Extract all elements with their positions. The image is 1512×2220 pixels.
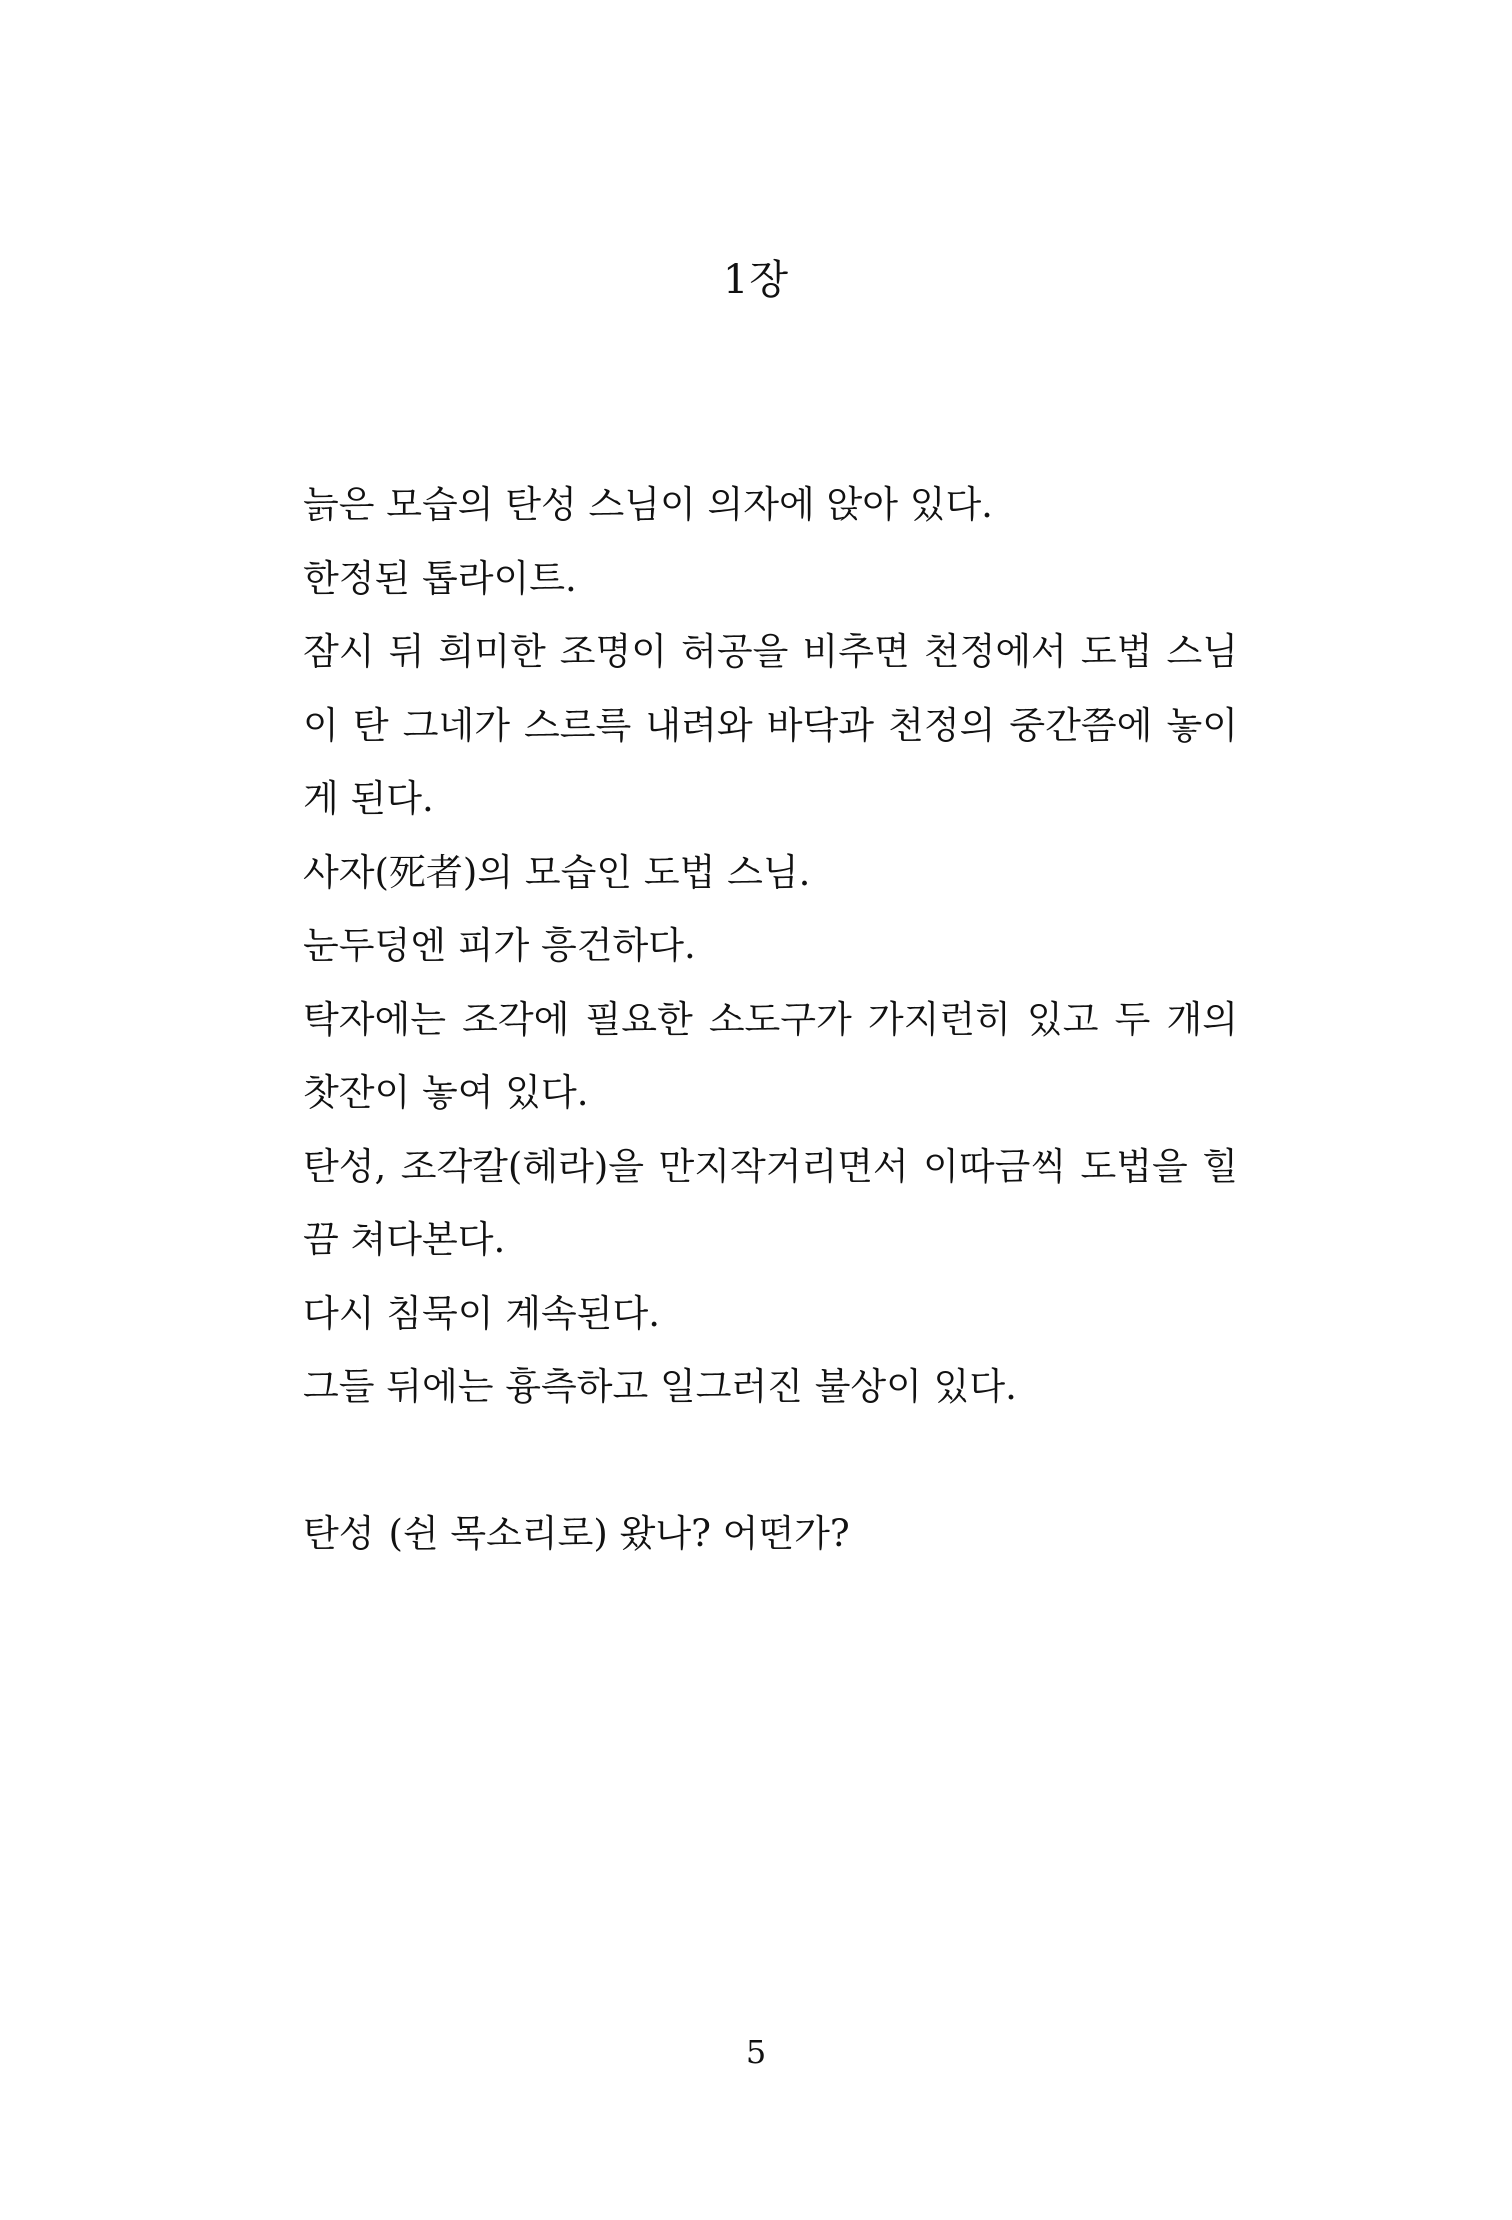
stage-direction-line: 탁자에는 조각에 필요한 소도구가 가지런히 있고 두 개의 [303, 997, 1238, 1041]
stage-direction-line: 늙은 모습의 탄성 스님이 의자에 앉아 있다. [303, 483, 993, 526]
dialogue-text: (쉰 목소리로) 왔나? 어떤가? [388, 1512, 850, 1555]
chapter-title: 1장 [722, 257, 790, 303]
stage-direction-line: 잠시 뒤 희미한 조명이 허공을 비추면 천정에서 도법 스님 [303, 630, 1238, 673]
stage-direction-line: 사자(死者)의 모습인 도법 스님. [303, 850, 811, 894]
dialogue-speaker: 탄성 [303, 1512, 375, 1555]
stage-directions [303, 468, 1238, 1571]
stage-direction-line: 한정된 톱라이트. [303, 556, 577, 600]
page-number: 5 [745, 2033, 767, 2071]
stage-direction-line: 이 탄 그네가 스르륵 내려와 바닥과 천정의 중간쯤에 놓이 [303, 703, 1238, 747]
stage-direction-line: 게 된다. [303, 777, 434, 820]
paragraph-gap [303, 1424, 1238, 1498]
stage-direction-line: 찻잔이 놓여 있다. [303, 1071, 589, 1114]
stage-direction-line: 다시 침묵이 계속된다. [303, 1291, 660, 1335]
dialogue-line [303, 1497, 1238, 1571]
stage-direction-line: 눈두덩엔 피가 흥건하다. [303, 924, 696, 967]
stage-direction-line: 그들 뒤에는 흉측하고 일그러진 불상이 있다. [303, 1365, 1017, 1408]
stage-direction-line: 탄성, 조각칼(헤라)을 만지작거리면서 이따금씩 도법을 힐 [303, 1144, 1238, 1188]
stage-direction-line: 끔 쳐다본다. [303, 1218, 506, 1261]
